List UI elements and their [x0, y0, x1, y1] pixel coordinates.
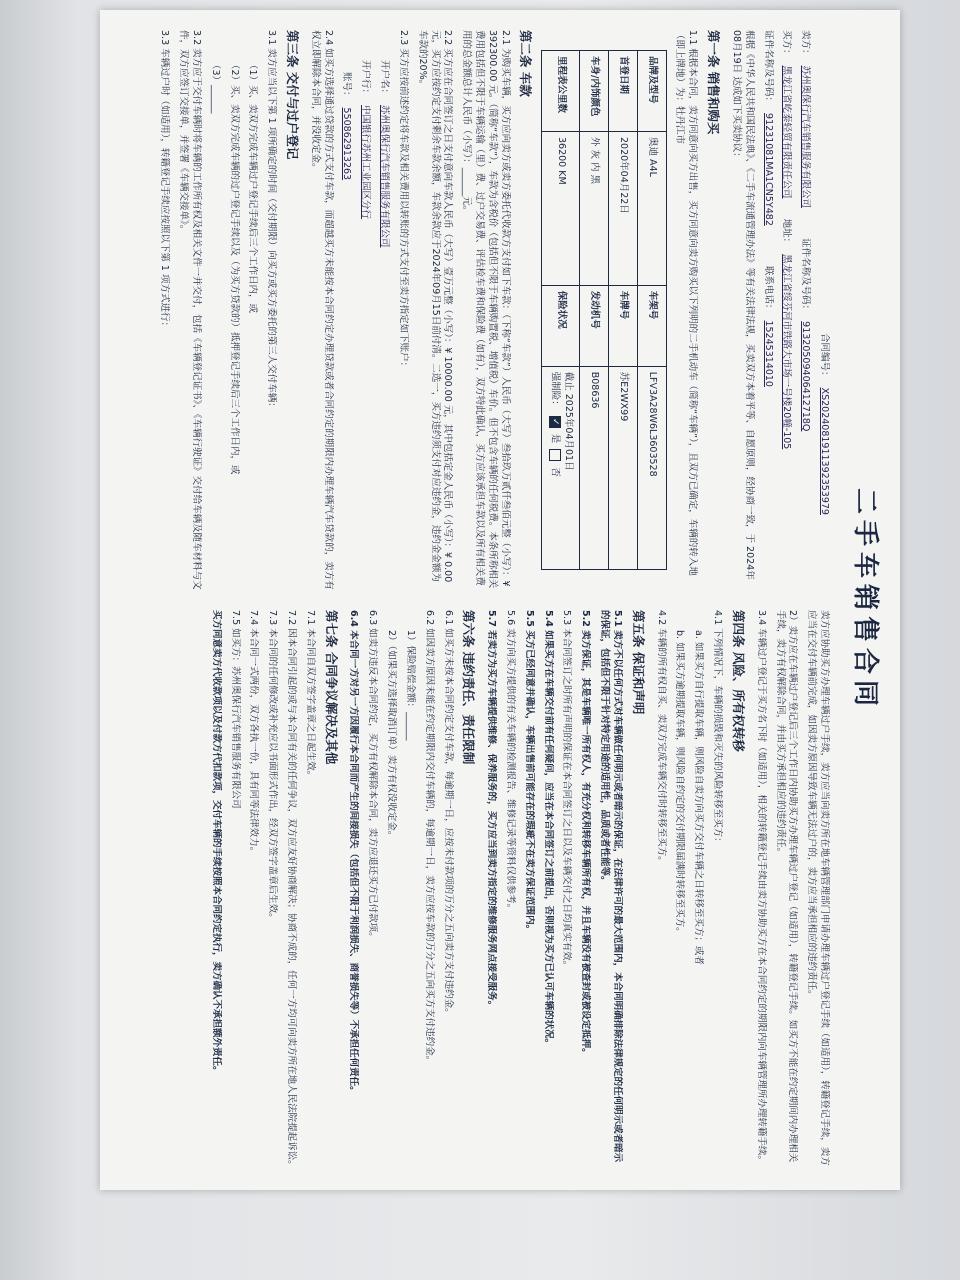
clause-6-4: 6.4 本合同一方对另一方因履行本合同而产生的间接损失（包括但不限于利润损失、商誉损失等）不承担任何责任。: [348, 610, 360, 1096]
account-no-line: [340, 30, 353, 590]
clause-5-1: 5.1 卖方不以任何方式对车辆做任何明示或者暗示的保证，在法律许可的最大范围内，本合同明确排除法律规定的任何明示或者暗示的保证，包括但不限于针对特定用途的适用性，品质或者性能等。: [599, 610, 623, 1163]
contract-paper: [100, 10, 900, 1190]
preamble: 根据《中华人民共和国民法典》、《二手车流通管理办法》等有关法律法规，买卖双方本着平等、自愿原则，经协商一致，于 2024年08月19日 达成如下买卖协议：: [730, 30, 755, 580]
buyer-addr-label: 地址：: [781, 218, 793, 248]
article-5-heading: 第五条 保证和声明: [630, 610, 646, 715]
buyer-cert-line: [761, 30, 774, 590]
checkbox-no-icon[interactable]: [549, 449, 561, 461]
buyer-phone-label: 联系电话：: [762, 265, 774, 314]
seller-cert-no: 91320509406412718Q: [800, 321, 812, 432]
article-2-heading: 第二条 车款: [518, 30, 534, 97]
table-cell: 车身/内饰颜色: [579, 51, 608, 132]
article-1-heading: 第一条 销售和购买: [706, 30, 722, 135]
table-cell: 外 灰 内 黑: [579, 132, 608, 286]
buyer-name: 黑龙江省屹泰轻贸有限责任公司: [781, 65, 793, 199]
clause-4-1-a: a. 如果买方自行提取车辆，则风险自卖方向买方交付车辆之日转移至买方；或者: [693, 630, 705, 965]
clause-5-2: 5.2 卖方保证，其是车辆唯一所有权人，有充分权利转移车辆所有权，并且车辆没有被查封或被设定抵押。: [580, 610, 592, 1058]
table-cell: 里程表公里数: [542, 51, 579, 132]
clause-2-3: 2.3 买方应按前述约定将车款及相关费用以转账的方式支付至卖方指定如下账户：: [397, 30, 409, 372]
buyer-addr: 黑龙江省绥芬河市铁路大市场一号楼20幢-105: [781, 254, 793, 450]
table-row: [608, 51, 637, 570]
insurance-cell: [542, 366, 579, 569]
clause-5-6: 5.6 卖方向买方提供的有关车辆的检测报告、维修记录等资料仅供参考。: [505, 610, 517, 914]
clause-5-5: 5.5 买方已经同意并确认，车辆出售前可能存在的瑕疵不在卖方保证范围内。: [523, 610, 535, 935]
mandatory-label: 强制险：: [549, 371, 561, 410]
buyer-cert-label: 证件名称及号码：: [762, 30, 774, 107]
table-cell: 苏E2WX99: [608, 366, 637, 569]
seller-name: 苏州奥保行汽车销售服务有限公司: [800, 65, 812, 209]
article-4-heading: 第四条 风险、所有权转移: [730, 610, 746, 752]
clause-4-1: 4.1 下列情况下，车辆的损毁和灭失的风险转移至买方：: [712, 610, 724, 847]
table-cell: LFV3A28W6L3603528: [637, 366, 666, 569]
clause-2-4: 2.4 如买方选择通过贷款的方式支付车款，而超越买方未能按本合同约定办理贷款或者合同约定的期限内办理车辆汽车贷款的，卖方有权立即解除本合同，并没收定金。: [309, 30, 334, 590]
clause-2-1: 2.1 为购买车辆，买方应向卖方或卖方委托代收款方支付如下车款：（下称“车款”）人民币（大写）叁拾玖万贰仟叁佰元整（小写）：¥ 392300.00 元。（简称“车款”），车款为含税价（包括但不限于车辆购置税、增值税）车价。但不包含车辆的任何税费。本条所称相关费用包括但不限于车辆运输（里）费、过户交易费、评估检车费和保险费（如有），双方特此确认，买方应该承担车款以及所有相关费用的总金额总计人民币（小写）：______元。: [461, 30, 511, 589]
clause-4-2: 4.2 车辆的所有权自买、卖双方完成车辆交付时转移至买方。: [655, 610, 667, 866]
clause-3-3-2: 2）卖方应在车辆过户登记后三个工作日内协助买方办理车辆过户登记（如适用），转籍登记手续。如买方不能在约定期间内办理相关手续，卖方有权解除合同，并由买方承担相应的违约责任。: [774, 610, 799, 1163]
account-name-label: 开户名：: [379, 60, 391, 99]
table-cell: 品牌及型号: [637, 51, 666, 132]
clause-3-1-b: （2）买、卖双方完成车辆的过户登记手续以及（为买方贷款的）抵押登记手续后三个工作日内，或: [228, 60, 240, 475]
table-cell: 车架号: [637, 285, 666, 366]
clause-7-3: 7.3 本合同的任何修改或补充应以书面形式作出，经双方签字盖章后生效。: [267, 610, 279, 923]
clause-6-2: 6.2 如因卖方原因未能在约定期限内交付车辆的，每逾期一日，卖方应按车款的万分之五向买方支付违约金。: [423, 610, 435, 1066]
table-cell: B08636: [579, 366, 608, 569]
article-3-heading: 第三条 交付与过户登记: [285, 30, 301, 160]
table-cell: 36200 KM: [542, 132, 579, 286]
clause-1-1: 1.1 根据本合同，卖方同意向买方出售，买方同意向卖方购买以下列明的二手机动车（简称“车辆”），且双方已确定，车辆的转入地（即上牌地）为：牡丹江市: [674, 30, 699, 576]
clause-3-3-1: 卖方应协助买方办理车辆过户手续，卖方应当向卖方所在地车辆管理部门申请办理车辆过户登记手续（如适用），转籍登记手续，卖方应当在交付车辆前完成，如因卖方原因导致车辆无法过户的，卖方应当承担相应的违约责任。: [806, 610, 830, 1166]
no-label: 否: [549, 467, 561, 477]
clause-6-3: 6.3 如卖方违反本合同约定，买方有权解除本合同，卖方应退还买方已付款项。: [367, 610, 379, 942]
table-row: [542, 51, 579, 570]
yes-label: 是: [549, 433, 561, 444]
seller-label: 卖方：: [800, 30, 812, 59]
clause-3-1: 3.1 卖方应当以下第 1 项所确定的时间（交付期限）向买方或买方委托的第三人交付车辆：: [266, 30, 278, 412]
mandatory-insurance-row: [548, 372, 561, 564]
clause-4-1-b: b. 如果买方逾期提取车辆，则风险自约定的交付期限届满时转移至买方。: [674, 630, 686, 937]
clause-5-4: 5.4 如果买方在车辆交付前有任何疑问，应当在本合同签订之前提出，否则视为买方已认可车辆的状况。: [542, 610, 554, 1049]
account-name-line: [377, 30, 390, 590]
seller-line: [798, 30, 811, 590]
contract-number-line: [817, 30, 830, 590]
right-column: [203, 610, 830, 1170]
clause-3-1-a: （1）买、卖双方完成车辆过户登记手续后三个工作日内，或: [247, 60, 259, 314]
bank-line: [359, 30, 372, 590]
clause-3-1-c: （3）______: [209, 60, 221, 114]
table-cell: 发动机号: [579, 285, 608, 366]
insurance-date: 截止 2025年04月01日: [562, 371, 574, 471]
seller-cert-label: 证件名称及号码：: [800, 238, 812, 315]
clause-3-3: 3.3 车辆过户时（如适用），转籍登记手续应按照以下第 1 项方式进行：: [159, 30, 171, 331]
table-cell: 车牌号: [608, 285, 637, 366]
contract-no-label: 合同编号：: [819, 333, 830, 381]
vehicle-info-table: [542, 50, 667, 570]
clause-7-5-b: 买方同意卖方代收款项以及付款方代扣款项，交付车辆的手续按照本合同约定执行，卖方确认不承担额外责任。: [210, 610, 222, 1076]
table-cell: 保险状况: [542, 285, 579, 366]
clause-3-2: 3.2 卖方应于交付车辆时将车辆的工作所有权及相关文件一并交付，包括《车辆登记证书》、《车辆行驶证》交付给车辆及随车材料与文件，双方应签订交接单，并签署《车辆交接单》。: [178, 30, 202, 590]
clause-6-2-b: 2）（如果买方选择取消订单）卖方有权没收定金。: [386, 630, 398, 841]
clause-7-2: 7.2 因本合同引起的或与本合同有关的任何争议，双方应友好协商解决；协商不成的，任何一方均可向卖方所在地人民法院提起诉讼。: [286, 610, 297, 1170]
clause-3-4: 3.4 车辆过户登记于买方名下时（如适用），相关的转籍登记手续由卖方协助买方在本合同约定的期限内向车辆管理所办理转籍手续。: [755, 610, 767, 1165]
clause-2-2: 2.2 买方应在合同签订之日支付意向车款人民币（大写）壹万元整（小写）：¥ 10000.00 元，其中包括定金人民币（小写）：¥ 0.00 元，买方应按约定支付剩余车款余额，车款余款应于2024年09月15日前付清。二选一，买方违约须支付对应违约金，违约金金额为车款的20%。: [416, 30, 454, 583]
account-no-label: 账号：: [341, 72, 353, 101]
clause-7-4: 7.4 本合同一式两份，双方各执一份，具有同等法律效力。: [248, 610, 260, 857]
clause-6-2-a: 1）保险赔偿金额：______: [404, 630, 416, 741]
left-column: [152, 30, 831, 590]
buyer-line: [780, 30, 793, 590]
clause-6-1: 6.1 如买方未按本合同约定支付车款，每逾期一日，应按未付款项的万分之五向卖方支付违约金。: [442, 610, 454, 1018]
table-cell: 首登日期: [608, 51, 637, 132]
account-no: 550862913263: [341, 107, 353, 181]
article-7-heading: 第七条 合同争议解决及其他: [323, 610, 339, 765]
table-cell: 奥迪 A4L: [637, 132, 666, 286]
buyer-phone: 15245314010: [762, 320, 774, 387]
clause-7-5: 7.5 如买方：苏州奥保行汽车销售服务有限公司: [229, 610, 241, 809]
clause-5-7: 5.7 若卖方为买方车辆提供维修、保养服务的，买方应当到卖方指定的维修服务网点接受服务。: [486, 610, 498, 1011]
table-row: [637, 51, 666, 570]
bank-name: 中国银行苏州工业园区分行: [360, 105, 372, 220]
table-row: [579, 51, 608, 570]
contract-no-value: XS2024081911392353979: [819, 387, 830, 515]
document-title: 二手车销售合同: [850, 487, 880, 712]
article-6-heading: 第六条 违约责任、责任限制: [461, 610, 477, 765]
buyer-label: 买方：: [781, 30, 793, 59]
buyer-cert-no: 91231081MA1CN5Y482: [762, 113, 774, 226]
checkbox-yes-icon[interactable]: ✓: [549, 416, 561, 428]
account-name: 苏州奥保行汽车销售服务有限公司: [379, 105, 391, 248]
clause-7-1: 7.1 本合同自双方签字盖章之日起生效。: [304, 610, 316, 781]
bank-label: 开户行：: [360, 60, 372, 99]
clause-5-3: 5.3 本合同签订之时所有声明的保证在本合同签订之日以及车辆交付之日均真实有效。: [561, 610, 573, 971]
table-cell: 2020年04月22日: [608, 132, 637, 286]
